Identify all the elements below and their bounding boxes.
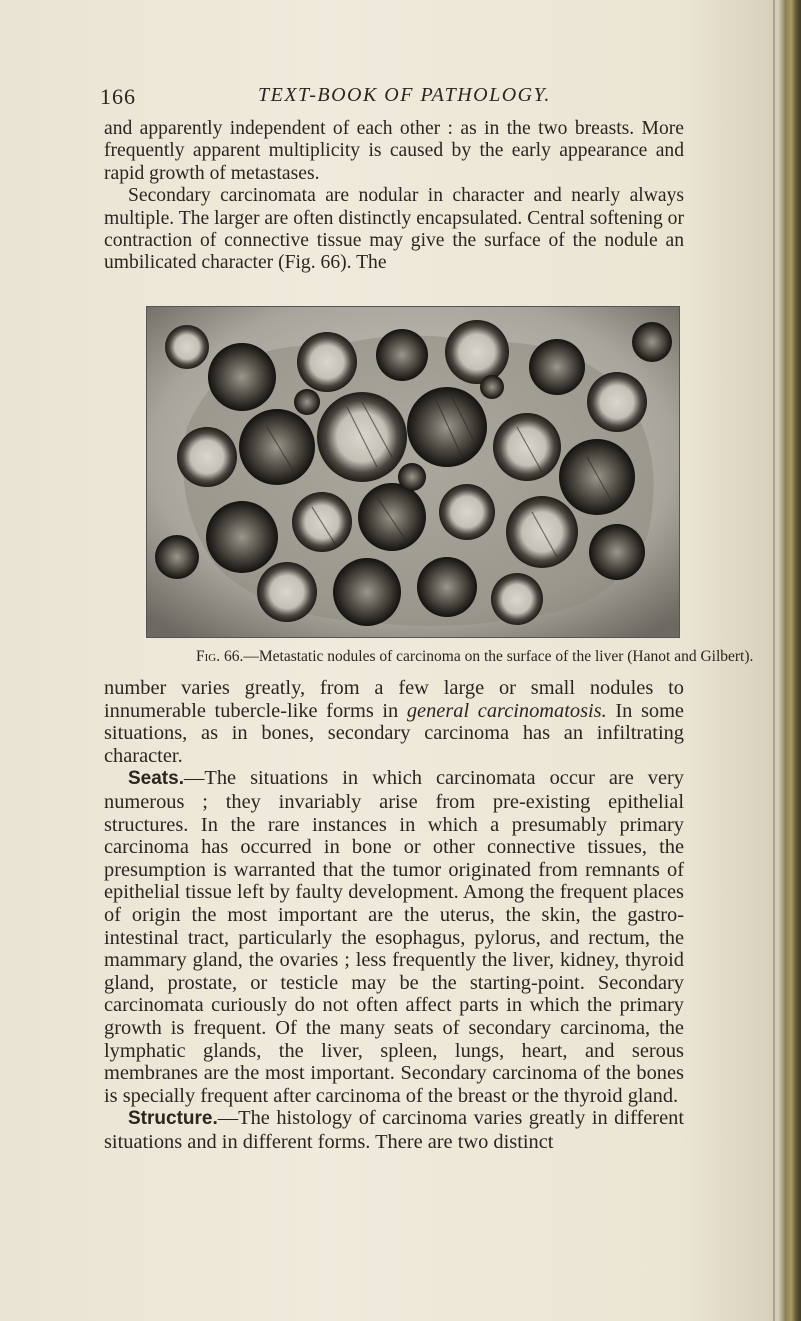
figure-label: Fig. 66. <box>196 648 244 665</box>
p1-emphasis: general carcinomatosis. <box>406 699 607 722</box>
p1-end: In some situations, as in bones, secondary carcinoma has an infiltrating character. <box>104 699 684 767</box>
top-text-block <box>104 118 684 275</box>
paragraph-seats <box>104 767 684 1107</box>
paragraph-structure <box>104 1107 684 1153</box>
paragraph-secondary-carcinomata: Secondary carcinomata are nodular in character and nearly always multiple. The larger are often distinctly encapsulated. Central softening or contraction of connective tissue may give the surface of the nodule an umbilicated character (Fig. 66). The <box>104 185 684 274</box>
running-title: TEXT-BOOK OF PATHOLOGY. <box>258 84 551 106</box>
page-edge-shadow <box>773 0 775 1321</box>
book-spine-edge <box>779 0 801 1321</box>
seats-text: —The situations in which carcinomata occur are very numerous ; they invariably arise from pre-existing epithelial structures. In the rare instances in which a presumably primary carcinoma has occurred in bone or other connective tissues, the presumption is warranted that the tumor originated from remnants of epithelial tissue left by faulty development. Among the frequent places of origin the most important are the uterus, the skin, the gastro-intestinal tract, particularly the esophagus, pylorus, and rectum, the mammary gland, the ovaries ; less frequently the liver, kidney, thyroid gland, prostate, or testicle may be the starting-point. Secondary carcinomata curiously do not often affect parts in which the primary growth is frequent. Of the many seats of secondary carcinoma, the lymphatic glands, the liver, spleen, lungs, heart, and serous membranes are the most important. Secondary carcinoma of the bones is specially frequent after carcinoma of the breast or the thyroid gland. <box>104 767 684 1107</box>
section-heading-seats: Seats. <box>128 768 184 790</box>
page-number: 166 <box>100 84 136 109</box>
figure-liver-illustration <box>146 306 680 638</box>
figure-caption <box>196 648 756 666</box>
figure-caption-text: —Metastatic nodules of carcinoma on the surface of the liver (Hanot and Gilbert). <box>243 648 754 665</box>
paragraph-continued: and apparently independent of each other : as in the two breasts. More frequently apparent multiplicity is caused by the early appearance and rapid growth of metastases. <box>104 118 684 184</box>
structure-text: —The histology of carcinoma varies greatly in different situations and in different forms. There are two distinct <box>104 1107 684 1153</box>
p1-start: number varies greatly, from a few large or small nodules to innumerable tubercle-like forms in <box>104 677 684 722</box>
liver-nodules-engraving <box>147 307 679 637</box>
section-heading-structure: Structure. <box>128 1108 218 1130</box>
page-header <box>100 84 700 112</box>
main-text-block <box>104 677 684 1153</box>
paragraph-number-varies <box>104 677 684 767</box>
